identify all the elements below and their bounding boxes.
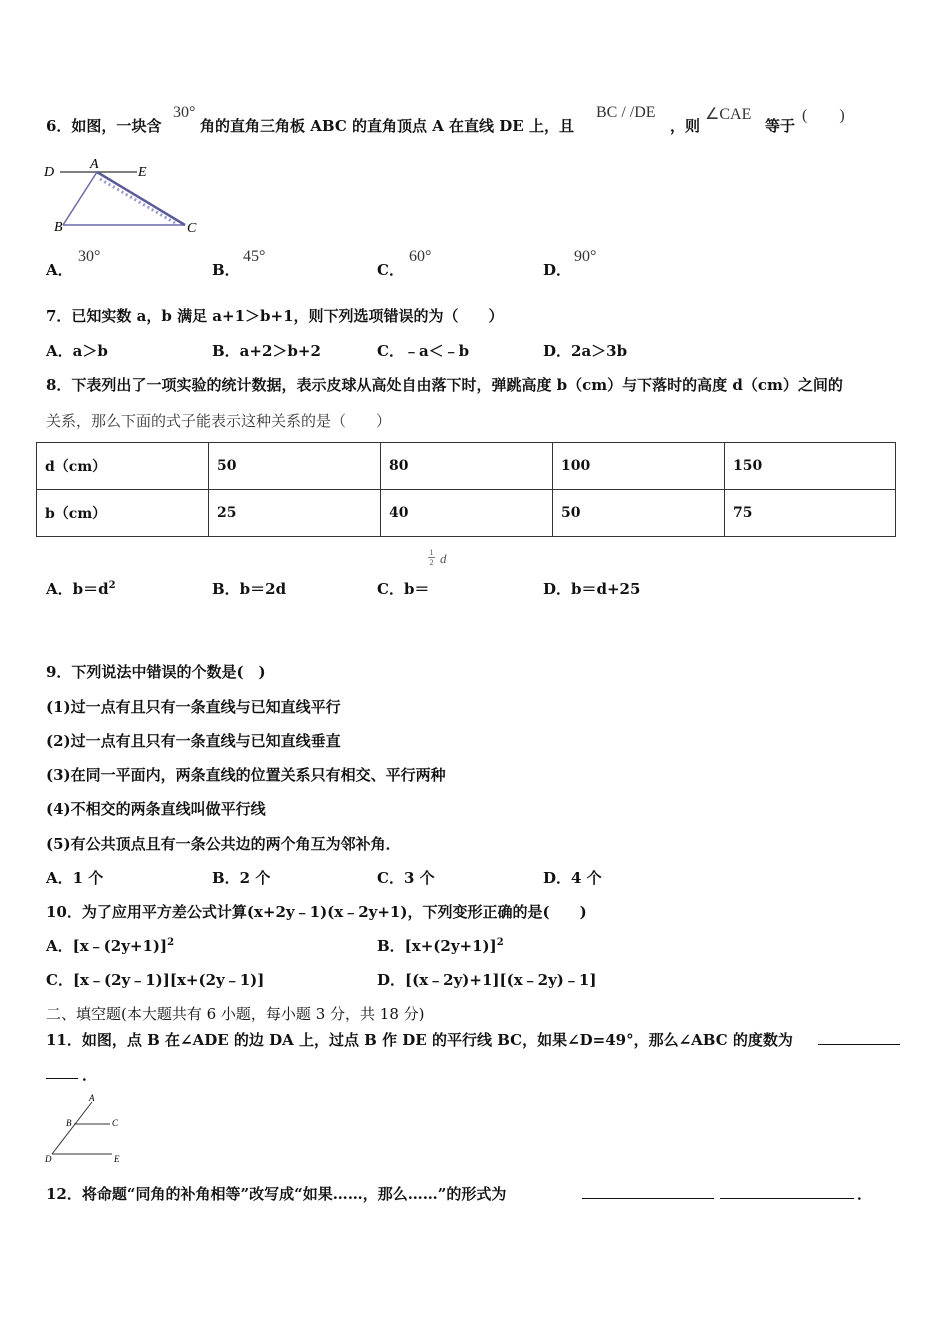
q9-item-3: (3)在同一平面内，两条直线的位置关系只有相交、平行两种: [46, 766, 446, 784]
q6-option-d[interactable]: D．: [543, 261, 572, 279]
q6-angle-cae: ∠CAE: [705, 106, 752, 123]
q6-option-b[interactable]: B．: [212, 261, 240, 279]
q11-end-period: ．: [82, 1066, 98, 1084]
q12-answer-blank-2[interactable]: [720, 1184, 854, 1199]
table-row: [37, 443, 896, 490]
q10-option-b[interactable]: B．$[x+(2y+1)]^2$: [377, 937, 504, 955]
q6-option-c[interactable]: C．: [377, 261, 404, 279]
q11-parallel-lines-figure: [40, 1092, 140, 1167]
q11-label-e: E: [114, 1154, 120, 1164]
table-cell: 25: [209, 490, 381, 537]
q6-option-a-value: 30°: [78, 248, 101, 265]
q10-option-a[interactable]: A．[x﹣(2y+1)]$^2$: [46, 937, 175, 955]
table-cell: 150: [725, 443, 896, 490]
q6-stem: 6．如图，一块含: [46, 117, 162, 135]
q12-stem: 12．将命题“同角的补角相等”改写成“如果……，那么……”的形式为: [46, 1185, 507, 1203]
q11-label-c: C: [112, 1118, 119, 1128]
q6-answer-paren: ( ): [802, 107, 845, 124]
table-row: [37, 490, 896, 537]
table-cell: 80: [381, 443, 553, 490]
table-cell: 75: [725, 490, 896, 537]
q6-option-b-value: 45°: [243, 248, 266, 265]
q10-option-d[interactable]: D．[(x﹣2y)+1][(x﹣2y)﹣1]: [377, 971, 597, 989]
q10-stem: 10．为了应用平方差公式计算(x+2y﹣1)(x﹣2y+1)，下列变形正确的是( ): [46, 903, 587, 921]
q8-option-b[interactable]: B．b＝2d: [212, 580, 287, 598]
table-cell: 50: [209, 443, 381, 490]
q9-item-2: (2)过一点有且只有一条直线与已知直线垂直: [46, 732, 341, 750]
q8-option-c-fraction: 1 2: [429, 548, 434, 567]
q11-answer-blank[interactable]: [818, 1030, 900, 1045]
table-cell: 100: [553, 443, 725, 490]
q9-stem: 9．下列说法中错误的个数是( ): [46, 663, 266, 681]
q7-option-a[interactable]: A．a＞b: [46, 342, 108, 360]
q6-label-b: B: [54, 220, 63, 235]
q8-option-c-var: d: [440, 551, 447, 566]
q11-answer-blank-continued[interactable]: [46, 1064, 78, 1079]
q6-label-e: E: [138, 165, 147, 180]
q8-stem-line2: 关系，那么下面的式子能表示这种关系的是（ ）: [46, 412, 392, 430]
q8-stem-line1: 8．下表列出了一项实验的统计数据，表示皮球从高处自由落下时，弹跳高度 b（cm）与下落时的高度 d（cm）之间的: [46, 376, 843, 394]
q9-item-4: (4)不相交的两条直线叫做平行线: [46, 800, 266, 818]
q6-label-c: C: [187, 221, 197, 236]
q11-stem: 11．如图，点 B 在∠ADE 的边 DA 上，过点 B 作 DE 的平行线 BC，如果∠D=49°，那么∠ABC 的度数为: [46, 1031, 793, 1049]
q6-stem-part2: 角的直角三角板 ABC 的直角顶点 A 在直线 DE 上，且: [200, 117, 574, 135]
q8-data-table: [36, 442, 896, 537]
table-cell: 40: [381, 490, 553, 537]
table-cell: b（cm）: [37, 490, 209, 537]
q11-label-b: B: [66, 1118, 72, 1128]
q8-option-c[interactable]: C．b＝: [377, 580, 430, 598]
q6-bc-parallel-de: BC / /DE: [596, 104, 656, 121]
q12-answer-blank-1[interactable]: [582, 1184, 714, 1199]
q6-triangle-figure: [40, 155, 210, 240]
q6-stem-part4: 等于: [765, 117, 796, 135]
q6-stem-part3: ，则: [670, 117, 701, 135]
q6-degree-30-image: 30°: [173, 104, 196, 121]
q11-label-a: A: [89, 1093, 95, 1103]
q7-stem: 7．已知实数 a，b 满足 a+1＞b+1，则下列选项错误的为（ ）: [46, 307, 504, 325]
q12-end-period: ．: [857, 1185, 873, 1203]
q11-label-d: D: [45, 1154, 52, 1164]
q9-item-5: (5)有公共顶点且有一条公共边的两个角互为邻补角．: [46, 835, 401, 853]
q7-option-b[interactable]: B．a+2＞b+2: [212, 342, 321, 360]
q6-label-d: D: [44, 165, 55, 180]
q6-option-a[interactable]: A．: [46, 261, 73, 279]
q6-option-c-value: 60°: [409, 248, 432, 265]
q6-label-a: A: [90, 157, 99, 172]
q8-option-d[interactable]: D．b＝d+25: [543, 580, 641, 598]
q9-item-1: (1)过一点有且只有一条直线与已知直线平行: [46, 698, 341, 716]
section-2-heading: 二、填空题(本大题共有 6 小题，每小题 3 分，共 18 分): [46, 1005, 425, 1023]
q9-option-d[interactable]: D．4 个: [543, 869, 602, 887]
q9-option-c[interactable]: C．3 个: [377, 869, 435, 887]
q9-option-a[interactable]: A．1 个: [46, 869, 104, 887]
q8-option-a[interactable]: A．$b=d^2$: [46, 580, 116, 598]
q7-option-d[interactable]: D．2a＞3b: [543, 342, 628, 360]
q6-option-d-value: 90°: [574, 248, 597, 265]
q9-option-b[interactable]: B．2 个: [212, 869, 271, 887]
table-cell: 50: [553, 490, 725, 537]
q10-option-c[interactable]: C．[x﹣(2y﹣1)][x+(2y﹣1)]: [46, 971, 265, 989]
q7-option-c[interactable]: C．﹣a＜﹣b: [377, 342, 470, 360]
table-cell: d（cm）: [37, 443, 209, 490]
